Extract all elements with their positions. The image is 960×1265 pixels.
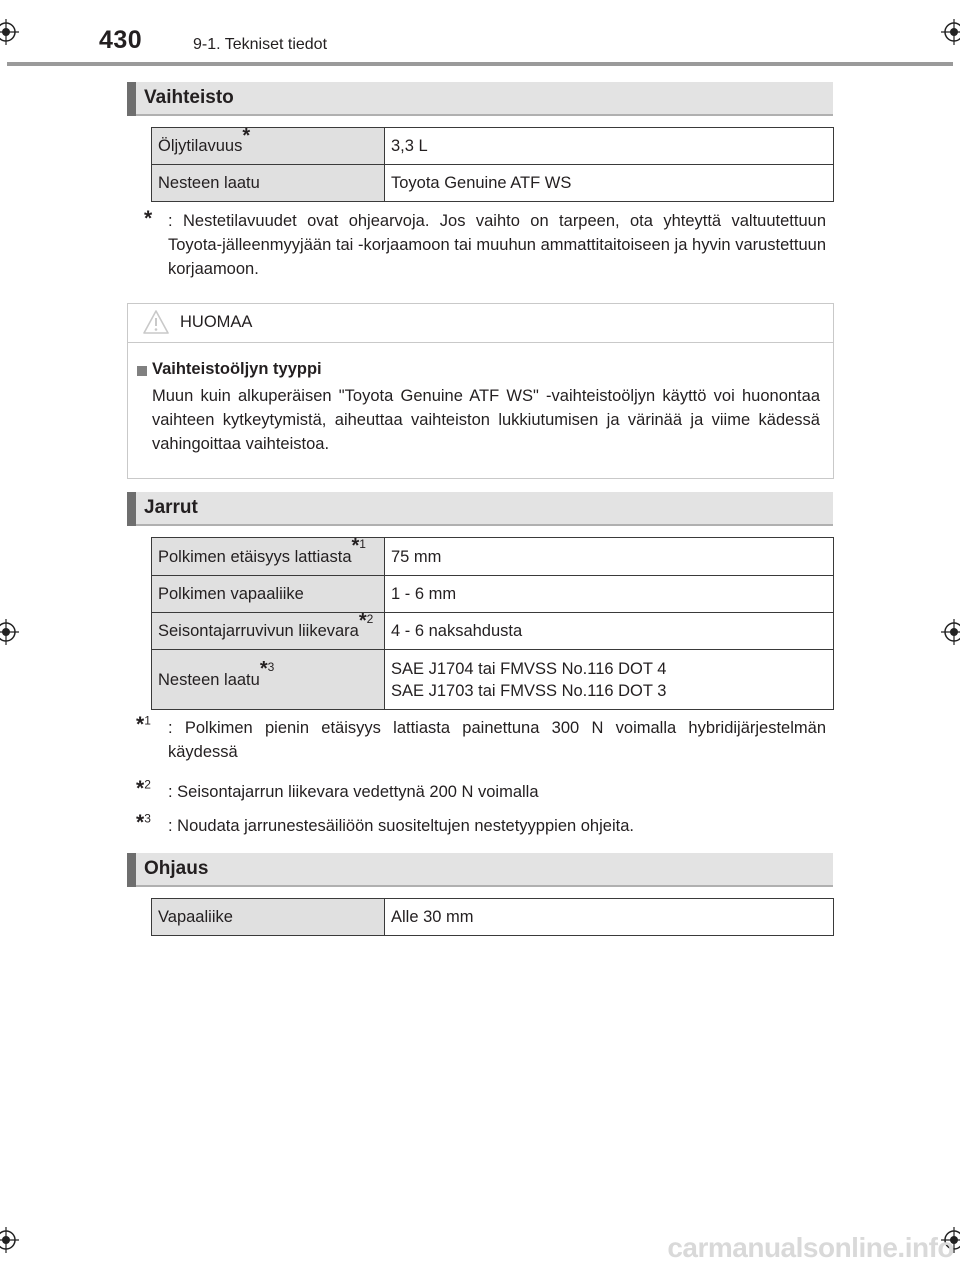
spec-value: 75 mm: [385, 538, 834, 576]
spec-value: Toyota Genuine ATF WS: [385, 165, 834, 202]
spec-value: 4 - 6 naksahdusta: [385, 613, 834, 650]
footnote-mark: *: [242, 124, 251, 147]
section-title: Ohjaus: [144, 858, 209, 879]
heading-bar: [127, 492, 136, 526]
spec-value: SAE J1704 tai FMVSS No.116 DOT 4 SAE J1703 tai FMVSS No.116 DOT 3: [385, 650, 834, 710]
spec-label: Seisontajarruvivun liikevara$^{*2}$: [152, 613, 385, 650]
spec-value: 1 - 6 mm: [385, 576, 834, 613]
notice-box: [127, 303, 834, 479]
table-row: [152, 650, 834, 710]
section-heading-brakes: [127, 492, 833, 526]
notice-label: HUOMAA: [180, 313, 253, 331]
footnote-mark: *$^3$: [136, 811, 151, 834]
footnote-text: : Nestetilavuudet ovat ohjearvoja. Jos vaihto on tarpeen, ota yhteyttä valtuutettuun Toyota-jälleenmyyjään tai -korjaamoon tai muuhun ammattitaitoiseen ja hyvin varustettuun korjaamoon.: [168, 212, 826, 278]
table-row: [152, 899, 834, 936]
spec-value: 3,3 L: [385, 128, 834, 165]
spec-label: Nesteen laatu$^{*3}$: [152, 650, 385, 710]
section-title: Vaihteisto: [144, 87, 234, 108]
square-bullet-icon: [137, 366, 147, 376]
footnote-text: : Seisontajarrun liikevara vedettynä 200 N voimalla: [168, 783, 539, 801]
footnote-mark: *$^1$: [136, 713, 151, 736]
footnote-transmission: [144, 209, 826, 281]
footnote-brakes-2: [136, 777, 826, 804]
warning-icon: [143, 309, 169, 335]
heading-bar: [127, 853, 136, 887]
notice-header: [128, 304, 833, 343]
notice-title: Vaihteistoöljyn tyyppi: [152, 360, 322, 378]
table-row: [152, 165, 834, 202]
footnote-mark: *$^2$: [136, 777, 151, 800]
section-heading-steering: [127, 853, 833, 887]
table-row: [152, 128, 834, 165]
table-row: [152, 538, 834, 576]
registration-mark-icon: [0, 619, 19, 645]
spec-label: Nesteen laatu: [152, 165, 385, 202]
spec-value: Alle 30 mm: [385, 899, 834, 936]
brakes-table: [151, 537, 834, 710]
page-number: 430: [99, 26, 143, 54]
footnote-brakes-3: [136, 811, 826, 838]
footnote-mark: *: [358, 609, 367, 632]
registration-mark-icon: [941, 19, 960, 45]
watermark: carmanualsonline.info: [667, 1232, 954, 1263]
footnote-number: 3: [267, 660, 275, 674]
footnote-text: : Polkimen pienin etäisyys lattiasta painettuna 300 N voimalla hybridijärjestelmän käydessä: [168, 719, 826, 761]
table-row: [152, 576, 834, 613]
section-heading-transmission: [127, 82, 833, 116]
spec-label: Polkimen vapaaliike: [152, 576, 385, 613]
footnote-brakes-1: [136, 713, 826, 764]
footnote-mark: *: [351, 535, 360, 557]
transmission-table: [151, 124, 834, 202]
notice-body: Muun kuin alkuperäisen "Toyota Genuine ATF WS" -vaihteistoöljyn käyttö voi huonontaa vaihteen kytkeytymistä, aiheuttaa vaihteiston lukkiutumisen ja värinää ja viime kädessä vahingoittaa vaihteistoa.: [152, 387, 820, 453]
header-rule: [7, 62, 953, 66]
heading-bar: [127, 82, 136, 116]
footnote-mark: *: [144, 207, 153, 230]
registration-mark-icon: [941, 619, 960, 645]
steering-table: [151, 898, 834, 936]
running-header: 9-1. Tekniset tiedot: [193, 36, 328, 53]
registration-mark-icon: [0, 1227, 19, 1253]
table-row: [152, 613, 834, 650]
registration-mark-icon: [0, 19, 19, 45]
footnote-number: 1: [359, 537, 366, 551]
footnote-number: 2: [366, 611, 374, 626]
footnote-mark: *: [259, 658, 268, 680]
section-title: Jarrut: [144, 497, 198, 518]
spec-label: Öljytilavuus*: [152, 128, 385, 165]
footnote-text: : Noudata jarrunestesäiliöön suositeltujen nestetyyppien ohjeita.: [168, 817, 634, 835]
spec-label: Polkimen etäisyys lattiasta$^{*1}$: [152, 538, 385, 576]
spec-label: Vapaaliike: [152, 899, 385, 936]
